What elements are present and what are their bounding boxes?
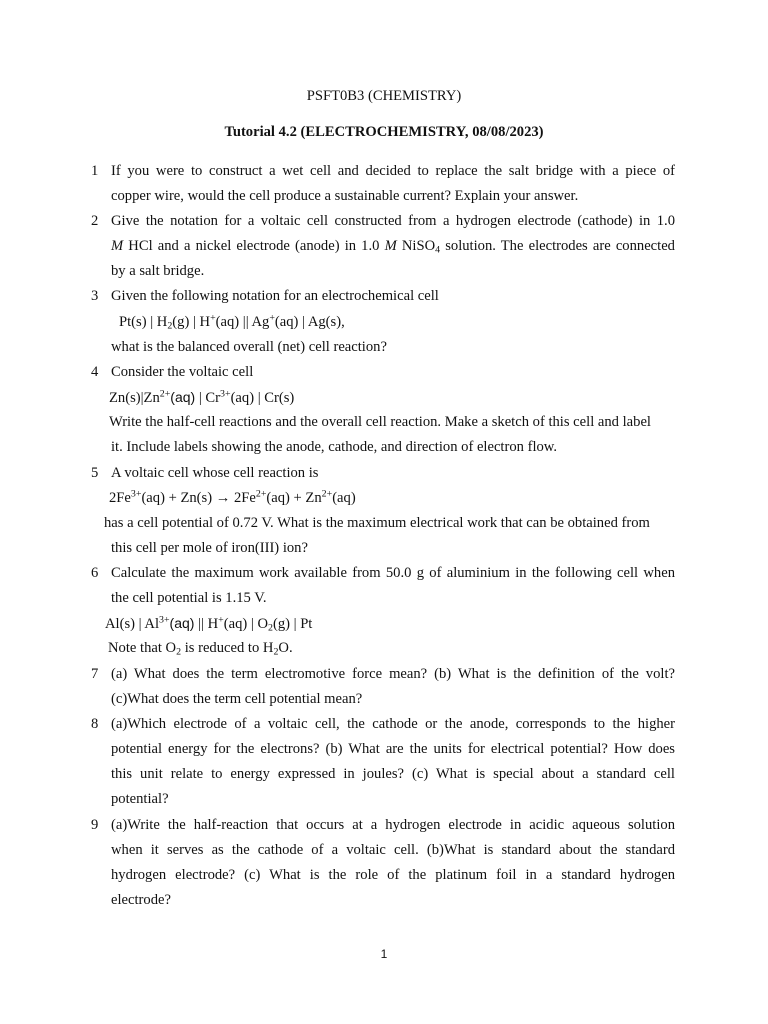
question-8-line-1: (a)Which electrode of a voltaic cell, the cathode or the anode, corresponds to the higher [111,716,675,732]
question-number-3: 3 [91,288,99,304]
question-5-line-4: this cell per mole of iron(III) ion? [111,540,308,556]
question-number-9: 9 [91,817,99,833]
question-8-line-2: potential energy for the electrons? (b) What are the units for electrical potential? How does [111,741,675,757]
question-9-line-3: hydrogen electrode? (c) What is the role of the platinum foil in a standard hydrogen [111,867,675,883]
question-2-line-3: by a salt bridge. [111,263,205,279]
question-2-line-2: M HCl and a nickel electrode (anode) in 1.0 M NiSO$_4$ solution. The electrodes are connected [111,238,675,256]
question-6-cell-notation: Al(s) | $Al^{3+}(aq)$ || H+(aq) | $O_2(g)$ | Pt [105,614,313,634]
question-6-line-1: Calculate the maximum work available from 50.0 g of aluminium in the following cell when [111,565,675,581]
question-6-line-2: the cell potential is 1.15 V. [111,590,267,606]
question-5-reaction: $2Fe^{3+}(aq) + Zn(s) \to 2Fe^{2+}(aq) + Zn^{2+}(aq)$ [109,488,356,506]
question-number-6: 6 [91,565,99,581]
question-number-1: 1 [91,163,99,179]
page-number: 1 [380,947,388,961]
question-5-line-1: A voltaic cell whose cell reaction is [111,465,319,481]
question-number-2: 2 [91,213,99,229]
question-4-line-3: Write the half-cell reactions and the overall cell reaction. Make a sketch of this cell and label [109,414,651,430]
question-number-4: 4 [91,364,99,380]
question-9-line-2: when it serves as the cathode of a voltaic cell. (b)What is standard about the standard [111,842,675,858]
question-3-line-3: what is the balanced overall (net) cell reaction? [111,339,387,355]
question-number-5: 5 [91,465,99,481]
question-1-line-1: If you were to construct a wet cell and decided to replace the salt bridge with a piece of [111,163,675,179]
question-8-line-3: this unit relate to energy expressed in joules? (c) What is special about a standard cell [111,766,675,782]
question-3-cell-notation: Pt(s) | $H_2(g)$ | H+(aq) || Ag+(aq) | Ag(s), [119,312,345,332]
tutorial-title: Tutorial 4.2 (ELECTROCHEMISTRY, 08/08/2023) [224,124,544,140]
molarity-symbol: M [111,238,124,254]
question-3-line-1: Given the following notation for an electrochemical cell [111,288,439,304]
question-6-note: Note that $O_2$ is reduced to $H_2O$. [108,640,293,658]
question-7-line-2: (c)What does the term cell potential mean? [111,691,363,707]
molarity-symbol: M [384,238,397,254]
course-title: PSFT0B3 (CHEMISTRY) [306,88,462,104]
question-4-line-4: it. Include labels showing the anode, cathode, and direction of electron flow. [111,439,558,455]
question-4-line-1: Consider the voltaic cell [111,364,254,380]
question-2-line-1: Give the notation for a voltaic cell constructed from a hydrogen electrode (cathode) in 1.0 [111,213,675,229]
question-4-cell-notation: $Zn(s)|Zn^{2+}(aq)$ | $Cr^{3+}(aq)$ | Cr(s) [109,388,295,406]
question-7-line-1: (a) What does the term electromotive force mean? (b) What is the definition of the volt? [111,666,675,682]
question-1-line-2: copper wire, would the cell produce a sustainable current? Explain your answer. [111,188,579,204]
question-number-8: 8 [91,716,99,732]
question-5-line-3: has a cell potential of 0.72 V. What is the maximum electrical work that can be obtained from [104,515,650,531]
question-8-line-4: potential? [111,791,169,807]
question-9-line-4: electrode? [111,892,171,908]
question-number-7: 7 [91,666,99,682]
question-9-line-1: (a)Write the half-reaction that occurs at a hydrogen electrode in acidic aqueous solution [111,817,675,833]
